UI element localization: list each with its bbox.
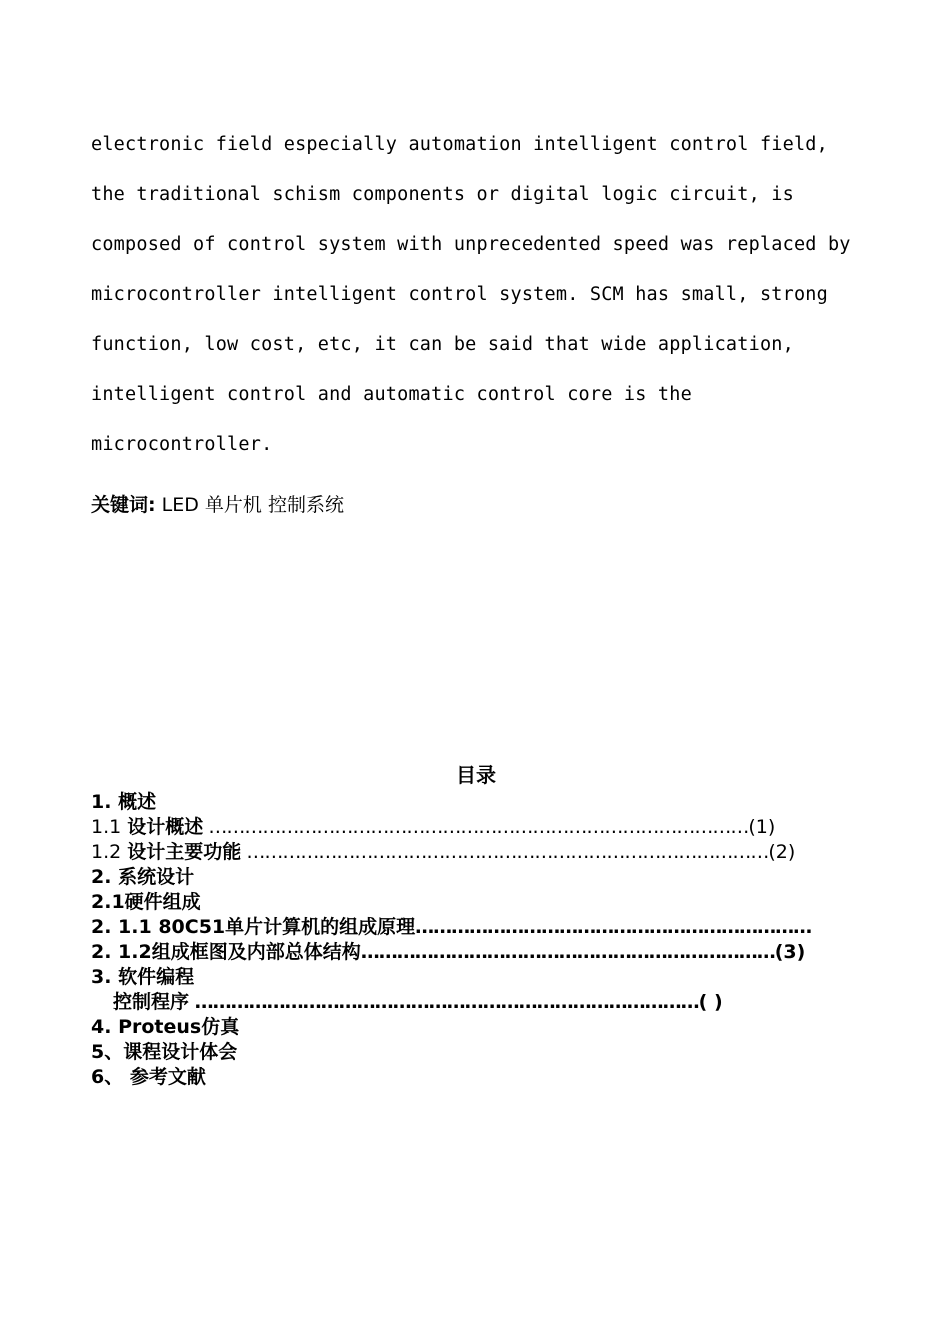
- toc-entry-title: 课程设计体会: [123, 1041, 238, 1063]
- toc-entry-title: 软件编程: [118, 966, 195, 988]
- toc-entry: [91, 915, 861, 940]
- toc-entry-leader: ………………………………………………………………………………: [203, 816, 749, 838]
- toc-entry-number: 3.: [91, 966, 119, 988]
- toc-entry-title: 控制程序: [113, 991, 190, 1013]
- toc-entry-title: 硬件组成: [124, 891, 201, 913]
- toc-entry: [91, 1065, 861, 1090]
- toc-entry: [91, 865, 861, 890]
- toc-entry-number: 2.: [91, 866, 119, 888]
- toc-entry: [91, 815, 861, 840]
- toc-entry: [91, 790, 861, 815]
- abstract-line: intelligent control and automatic control core is the: [91, 384, 692, 405]
- toc-entry-number: 2. 1.1: [91, 916, 159, 938]
- english-abstract: [91, 120, 871, 470]
- toc-entry-page: (1): [748, 816, 776, 838]
- toc-entry: [91, 1015, 861, 1040]
- toc-entry-title: 设计主要功能: [127, 841, 242, 863]
- toc-entry-title: 80C51单片计算机的组成原理: [158, 916, 416, 938]
- table-of-contents: [91, 760, 861, 1090]
- toc-entry: [91, 1040, 861, 1065]
- abstract-line: electronic field especially automation intelligent control field,: [91, 134, 828, 155]
- toc-entry-page: ( ): [698, 991, 723, 1013]
- abstract-line: microcontroller intelligent control system. SCM has small, strong: [91, 284, 828, 305]
- keywords-text: LED 单片机 控制系统: [155, 494, 344, 516]
- keywords-line: [91, 490, 344, 520]
- keywords-label: 关键词:: [91, 494, 156, 516]
- abstract-line: function, low cost, etc, it can be said that wide application,: [91, 334, 794, 355]
- toc-entry: [91, 840, 861, 865]
- abstract-line: composed of control system with unprecedented speed was replaced by: [91, 234, 851, 255]
- toc-entry-page: (2): [768, 841, 796, 863]
- toc-entry-leader: …………………………………………………………: [415, 916, 812, 938]
- toc-entry: [91, 990, 861, 1015]
- toc-entry-title: Proteus仿真: [118, 1016, 240, 1038]
- toc-entry: [91, 965, 861, 990]
- toc-entry: [91, 890, 861, 915]
- toc-entry-title: 组成框图及内部总体结构: [151, 941, 361, 963]
- abstract-line: microcontroller.: [91, 434, 273, 455]
- toc-entry-number: 1.1: [91, 816, 128, 838]
- toc-entry-leader: ……………………………………………………………………………: [241, 841, 769, 863]
- toc-entry-number: 1.2: [91, 841, 128, 863]
- toc-entry-number: 2. 1.2: [91, 941, 152, 963]
- toc-entry-number: 2.1: [91, 891, 125, 913]
- toc-entry-number: 5、: [91, 1041, 124, 1063]
- toc-entry-page: (3): [774, 941, 806, 963]
- toc-entry-title: 概述: [118, 791, 157, 813]
- toc-entry-leader: …………………………………………………………………………: [189, 991, 699, 1013]
- toc-entry: [91, 940, 861, 965]
- toc-entry-number: 6、: [91, 1066, 130, 1088]
- toc-entry-title: 参考文献: [129, 1066, 206, 1088]
- toc-entry-number: 1.: [91, 791, 119, 813]
- toc-entry-number: 4.: [91, 1016, 119, 1038]
- toc-entry-title: 设计概述: [127, 816, 204, 838]
- toc-entry-title: 系统设计: [118, 866, 195, 888]
- toc-entry-leader: ……………………………………………………………: [360, 941, 775, 963]
- abstract-line: the traditional schism components or digital logic circuit, is: [91, 184, 794, 205]
- toc-title: 目录: [456, 763, 496, 787]
